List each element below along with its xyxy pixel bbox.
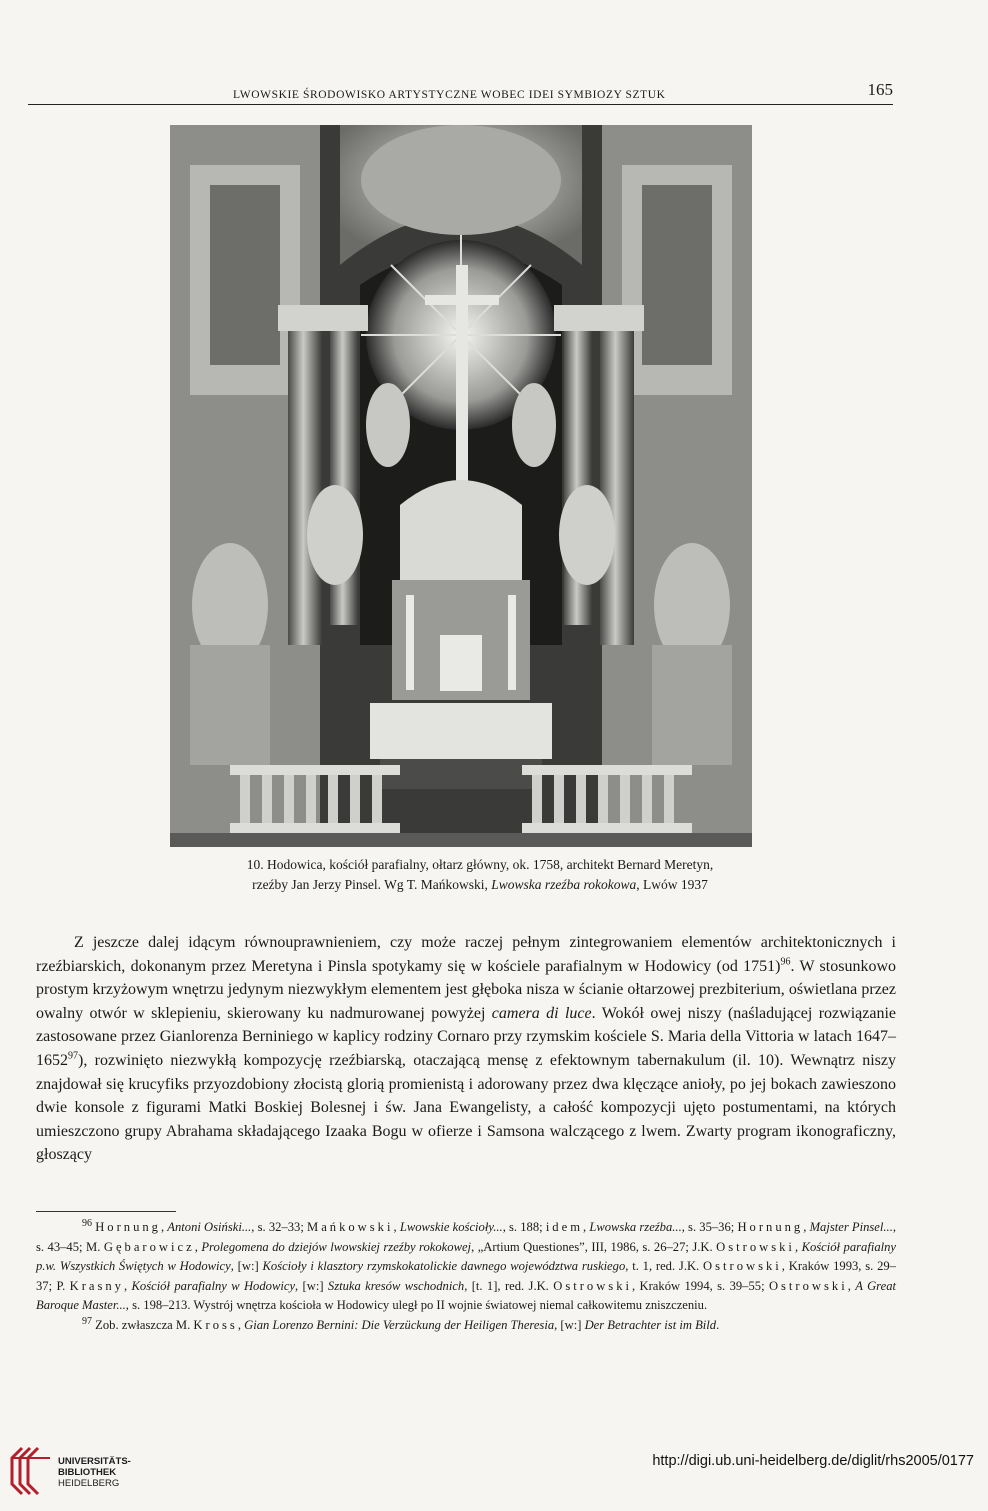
- fn96-author: Gębarowicz: [103, 1239, 195, 1254]
- running-header: [28, 80, 893, 105]
- fn96-text: , [w:]: [230, 1259, 263, 1274]
- figure-caption: [150, 855, 810, 895]
- library-logo[interactable]: [8, 1444, 178, 1504]
- body-text: [36, 931, 896, 1167]
- fn97-title: Der Betrachter ist im Bild: [584, 1317, 717, 1332]
- library-mark-icon: [8, 1444, 54, 1502]
- source-url-link[interactable]: http://digi.ub.uni-heidelberg.de/diglit/rhs2005/0177: [652, 1453, 974, 1469]
- fn97-author: Kross: [193, 1317, 238, 1332]
- altar-illustration: [170, 125, 752, 847]
- fn96-title: Lwowskie kościoły...: [399, 1220, 503, 1234]
- fn96-author: Hornung: [95, 1220, 161, 1234]
- caption-line-2-post: , Lwów 1937: [636, 877, 708, 892]
- caption-line-2: [150, 875, 810, 895]
- fn96-author: Krasny: [69, 1278, 124, 1293]
- body-part-4: ), rozwinięto niezwykłą kompozycję rzeźbiarską, otaczającą mensę z efektownym tabernakulum (il. 10). Wewnątrz niszy znajdował się krucyfiks przyozdobiony złocistą glorią promienistą i adorowany przez dwa klęczące anioły, po jej bokach zawieszono dwie konsole z figurami Matki Boskiej Bolesnej i św. Jana Ewangelisty, a całość kompozycji ujęto postumentami, na których umieszczono grupy Abrahama składającego Izaaka Bogu w ofierze i Samsona walczącego z lwem. Zwarty program ikonograficzny, głoszący: [36, 1051, 896, 1164]
- fn96-text: , Kraków 1993, s. 29–37; P.: [36, 1259, 896, 1293]
- fn96-text: ,: [123, 1278, 132, 1293]
- fn96-text: , [t. 1], red. J.K.: [464, 1278, 554, 1293]
- library-line-3: HEIDELBERG: [58, 1478, 120, 1489]
- fn96-title: Kościoły i klasztory rzymskokatolickie dawnego województwa ruskiego: [262, 1259, 626, 1274]
- fn96-author: Ostrowski: [553, 1278, 632, 1293]
- fn96-text: ,: [194, 1239, 202, 1254]
- fn96-title: Antoni Osiński...: [167, 1220, 252, 1234]
- fn96-title: Kościół parafialny w Hodowicy: [131, 1278, 296, 1293]
- caption-line-2-pre: rzeźby Jan Jerzy Pinsel. Wg T. Mańkowski,: [252, 877, 492, 892]
- fn97-text: , [w:]: [554, 1317, 585, 1332]
- fn96-text: ,: [847, 1278, 856, 1293]
- fn97-text: ,: [237, 1317, 245, 1332]
- fn96-text: ,: [803, 1220, 810, 1234]
- footnote-divider: [36, 1211, 176, 1212]
- body-part-3: . Wokół owej niszy (naśladującej rozwiązanie zastosowane przez Gianlorenza Berniniego w kaplicy rodziny Cornaro przy rzymskim kościele S. Maria della Vittoria w latach 1647–1652: [36, 1004, 897, 1069]
- altar-photograph: [170, 125, 752, 847]
- fn96-title: Lwowska rzeźba...: [589, 1220, 682, 1234]
- footnotes: [36, 1218, 896, 1336]
- fn96-author: Mańkowski: [307, 1220, 394, 1234]
- caption-line-1: 10. Hodowica, kościół parafialny, ołtarz główny, ok. 1758, architekt Bernard Meretyn,: [246, 857, 714, 872]
- body-italic-camera: camera di luce: [491, 1004, 592, 1022]
- fn96-text: , t. 1, red. J.K.: [625, 1259, 704, 1274]
- fn96-text: , s. 188;: [502, 1220, 546, 1234]
- page-number: 165: [867, 80, 893, 99]
- library-line-1: UNIVERSITÄTS-: [58, 1456, 131, 1467]
- fn96-author: Ostrowski: [716, 1239, 795, 1254]
- fn96-text: , „Artium Questiones”, III, 1986, s. 26–27; J.K.: [471, 1239, 717, 1254]
- footnote-96: $^{96}$ Hornung, Antoni Osiński..., s. 32–33; Mańkowski, Lwowskie kościoły..., s. 188; idem, Lwowska rzeźba..., s. 35–36; Hornung, Majster Pinsel..., s. 43–45; M. Gębarowicz, Prolegomena do dziejów lwowskiej rzeźby rokokowej, „Artium Questiones”, III, 1986, s. 26–27; J.K. Ostrowski, Kościół parafialny p.w. Wszystkich Świętych w Hodowicy, [w:] Kościoły i klasztory rzymskokatolickie dawnego województwa ruskiego, t. 1, red. J.K. Ostrowski, Kraków 1993, s. 29–37; P. Krasny, Kościół parafialny w Hodowicy, [w:] Sztuka kresów wschodnich, [t. 1], red. J.K. Ostrowski, Kraków 1994, s. 39–55; Ostrowski, A Great Baroque Master..., s. 198–213. Wystrój wnętrza kościoła w Hodowicy uległ po II wojnie światowej niemal całkowitemu zniszczeniu.: [36, 1217, 897, 1313]
- body-part-1: Z jeszcze dalej idącym równouprawnieniem, czy może raczej pełnym zintegrowaniem elementów architektonicznych i rzeźbiarskich, dokonanym przez Meretyna i Pinsla spotykamy się w kościele parafialnym w Hodowicy (od 1751): [36, 934, 896, 975]
- library-name: [58, 1456, 131, 1489]
- fn96-author: Ostrowski: [768, 1278, 848, 1293]
- fn96-title: Kościół parafialny p.w. Wszystkich Świętych w Hodowicy: [36, 1239, 897, 1274]
- fn96-text: , s. 35–36;: [681, 1220, 738, 1234]
- fn97-title: Gian Lorenzo Bernini: Die Verzückung der Heiligen Theresia: [244, 1317, 555, 1332]
- fn96-text: , s. 43–45; M.: [36, 1220, 896, 1254]
- fn96-title: Majster Pinsel...: [809, 1220, 893, 1234]
- fn96-title: A Great Baroque Master...: [36, 1278, 896, 1313]
- body-paragraph: [36, 931, 896, 1167]
- fn96-text: , s. 198–213. Wystrój wnętrza kościoła w Hodowicy uległ po II wojnie światowej niemal całkowitemu zniszczeniu.: [125, 1298, 708, 1313]
- footnote-97-number: 97: [82, 1315, 92, 1327]
- fn97-text: .: [716, 1317, 720, 1332]
- fn96-text: , s. 32–33;: [251, 1220, 307, 1234]
- body-part-2: . W stosunkowo prostym krzyżowym wnętrzu jedynym niezwykłym elementem jest głęboka nisza w ścianie ołtarzowej prezbiterium, oświetlana przez owalny otwór w sklepieniu, skierowany ku nadmurowanej powyżej: [36, 957, 896, 1022]
- footnote-ref-97[interactable]: 97: [68, 1050, 78, 1062]
- fn97-text: Zob. zwłaszcza M.: [95, 1317, 194, 1332]
- footnote-96-number: 96: [82, 1217, 92, 1229]
- fn96-text: ,: [583, 1220, 590, 1234]
- running-title: LWOWSKIE ŚRODOWISKO ARTYSTYCZNE WOBEC IDEI SYMBIOZY SZTUK: [233, 89, 666, 101]
- footnote-ref-96[interactable]: 96: [780, 956, 791, 968]
- fn96-author: Hornung: [737, 1220, 804, 1234]
- fn96-text: ,: [794, 1239, 802, 1254]
- fn96-text: , [w:]: [295, 1278, 328, 1293]
- fn96-title: Sztuka kresów wschodnich: [327, 1278, 465, 1293]
- fn96-author: idem: [545, 1220, 583, 1234]
- library-line-2: BIBLIOTHEK: [58, 1467, 117, 1478]
- caption-book-title: Lwowska rzeźba rokokowa: [491, 877, 637, 892]
- footnote-97: [36, 1316, 896, 1336]
- fn96-title: Prolegomena do dziejów lwowskiej rzeźby rokokowej: [201, 1239, 472, 1254]
- fn96-text: , Kraków 1994, s. 39–55;: [632, 1278, 769, 1293]
- fn96-author: Ostrowski: [703, 1259, 782, 1274]
